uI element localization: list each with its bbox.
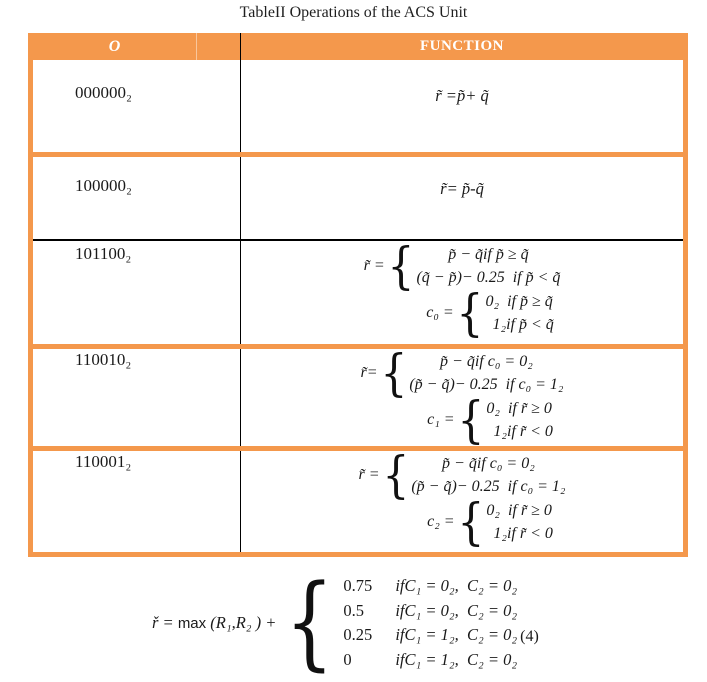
formula-add: r̃ =p̃+ q̃ [435,86,489,105]
formula-lhs: c₀ = [426,303,454,321]
left-brace: { [285,563,335,682]
equation-case [343,648,517,673]
equation-4 [152,563,539,682]
equation-case [343,574,517,599]
piecewise-r-block [358,450,566,504]
table-row [33,451,683,553]
case-value: 0.5 [343,600,364,620]
equation-lhs [152,613,276,633]
opcode-cell: 110010₂ [33,349,241,446]
piecewise-case: p̃ − q̃if c₀ = 0₂ [442,454,535,472]
piecewise-case: 1₂if p̃ < q̃ [492,315,554,333]
piecewise-case: 0₂ if r̃ ≥ 0 [486,501,552,519]
col-header-function: FUNCTION [419,38,504,54]
piecewise-case: (p̃ − q̃)− 0.25 if c₀ = 1₂ [409,375,564,393]
opcode-cell: 101100₂ [33,241,241,344]
piecewise-lines [416,243,560,289]
table-row [33,241,683,344]
piecewise-lines [409,350,563,396]
formula-lhs: r̃= [360,363,378,381]
equation-case [343,623,517,648]
opcode-cell: 110001₂ [33,451,241,553]
case-value: 0.25 [343,625,373,644]
max-operator: max [177,615,207,632]
function-cell [241,241,683,344]
piecewise-r-block [360,348,564,402]
table-header-row [33,33,683,60]
piecewise-case: 0₂ if r̃ ≥ 0 [486,399,552,417]
acs-operations-table [28,33,688,557]
left-brace: { [387,240,415,295]
left-brace: { [456,390,485,446]
equation-number: (4) [520,628,539,645]
equation-cases [343,574,517,672]
left-brace: { [379,348,407,402]
left-brace: { [381,450,409,504]
table-row [33,60,683,152]
piecewise-case: p̃ − q̃if p̃ ≥ q̃ [448,245,529,263]
case-condition: ifC₁ = 1₂, C₂ = 0₂ [395,625,518,644]
case-condition: ifC₁ = 1₂, C₂ = 0₂ [395,649,518,669]
piecewise-c-block [426,283,554,342]
opcode-cell: 000000₂ [33,60,241,152]
function-cell [241,60,683,152]
case-condition: ifC₁ = 0₂, C₂ = 0₂ [395,576,518,595]
function-cell [241,451,683,553]
equation-lhs-pre: ř = [152,613,178,632]
piecewise-case: p̃ − q̃if c₀ = 0₂ [440,352,533,370]
piecewise-r-block [363,240,561,295]
piecewise-case: (p̃ − q̃)− 0.25 if c₀ = 1₂ [411,477,566,495]
opcode-cell: 100000₂ [33,157,241,239]
table-title: TableII Operations of the ACS Unit [239,4,468,21]
formula-lhs: r̃ = [358,465,380,483]
piecewise-case: 0₂ if p̃ ≥ q̃ [485,292,553,310]
table-row [33,349,683,446]
formula-subtract: r̃= p̃-q̃ [440,179,484,198]
case-value: 0 [343,649,352,669]
function-cell [241,349,683,446]
equation-case [343,599,517,624]
left-brace: { [456,492,485,551]
case-condition: ifC₁ = 0₂, C₂ = 0₂ [395,600,518,620]
table-row [33,157,683,239]
function-cell [241,157,683,239]
left-brace: { [456,283,484,342]
piecewise-lines [486,397,552,443]
formula-lhs: r̃ = [363,256,385,274]
piecewise-lines [486,499,552,545]
case-value: 0.75 [343,576,373,595]
piecewise-case: (q̃ − p̃)− 0.25 if p̃ < q̃ [416,268,561,286]
piecewise-c-block [427,492,553,551]
formula-lhs: c₁ = [427,410,455,428]
col-header-o: O [33,33,241,60]
piecewise-lines [411,452,565,498]
piecewise-c-block [427,390,553,446]
formula-lhs: c₂ = [427,512,455,530]
piecewise-case: 1₂if r̃ < 0 [493,524,553,542]
piecewise-lines [486,290,554,336]
equation-lhs-post: (R₁,R₂ ) + [206,613,277,632]
piecewise-case: 1₂if r̃ < 0 [493,422,553,440]
